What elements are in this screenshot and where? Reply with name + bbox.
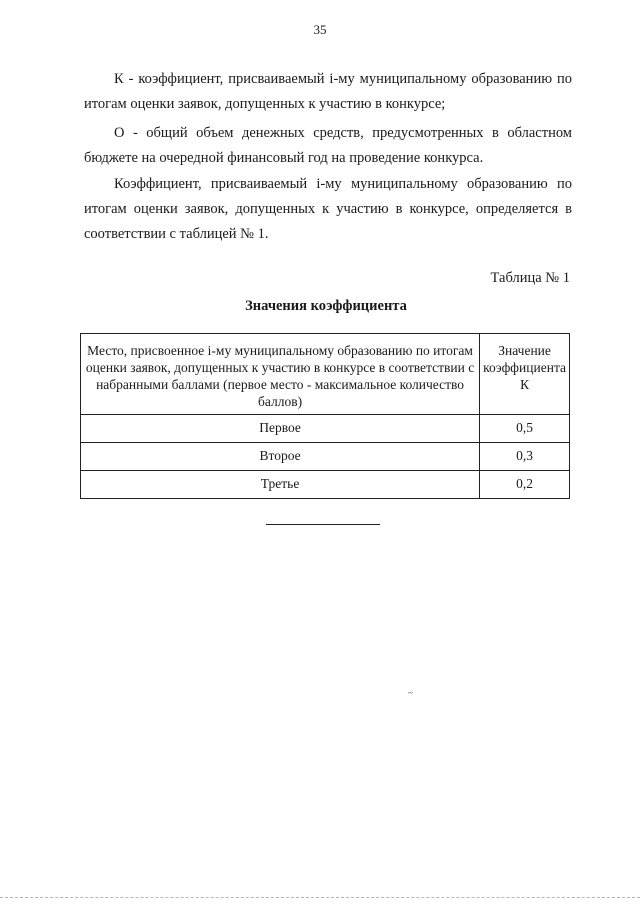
page-number: 35: [313, 22, 327, 37]
table-row: [81, 471, 570, 499]
header-place: Место, присвоенное i-му муниципальному образованию по итогам оценки заявок, допущенных к участию в конкурсе в соответствии с набранными баллами (первое место - максимальное количество баллов): [81, 334, 480, 415]
paragraph-k-definition: К - коэффициент, присваиваемый i-му муниципальному образованию по итогам оценки заявок, допущенных к участию в конкурсе;: [84, 71, 572, 112]
row-place: Первое: [81, 415, 480, 443]
paragraph-coefficient-rule: Коэффициент, присваиваемый i-му муниципальному образованию по итогам оценки заявок, допущенных к участию в конкурсе, определяется в соответствии с таблицей № 1.: [84, 176, 572, 242]
row-value: 0,5: [480, 415, 570, 443]
row-value: 0,3: [480, 443, 570, 471]
table-title: Значения коэффициента: [245, 298, 407, 314]
table-header-row: [81, 334, 570, 415]
page-edge-line: [0, 897, 640, 898]
table-row: [81, 443, 570, 471]
row-place: Третье: [81, 471, 480, 499]
scan-speck: ~: [408, 688, 413, 698]
table-reference: Таблица № 1: [490, 270, 570, 286]
coefficient-table: [80, 333, 570, 499]
paragraph-o-definition: О - общий объем денежных средств, предусмотренных в областном бюджете на очередной финансовый год на проведение конкурса.: [84, 125, 572, 166]
separator-line: [266, 524, 380, 525]
table-row: [81, 415, 570, 443]
header-value: Значение коэффициента К: [480, 334, 570, 415]
row-value: 0,2: [480, 471, 570, 499]
row-place: Второе: [81, 443, 480, 471]
